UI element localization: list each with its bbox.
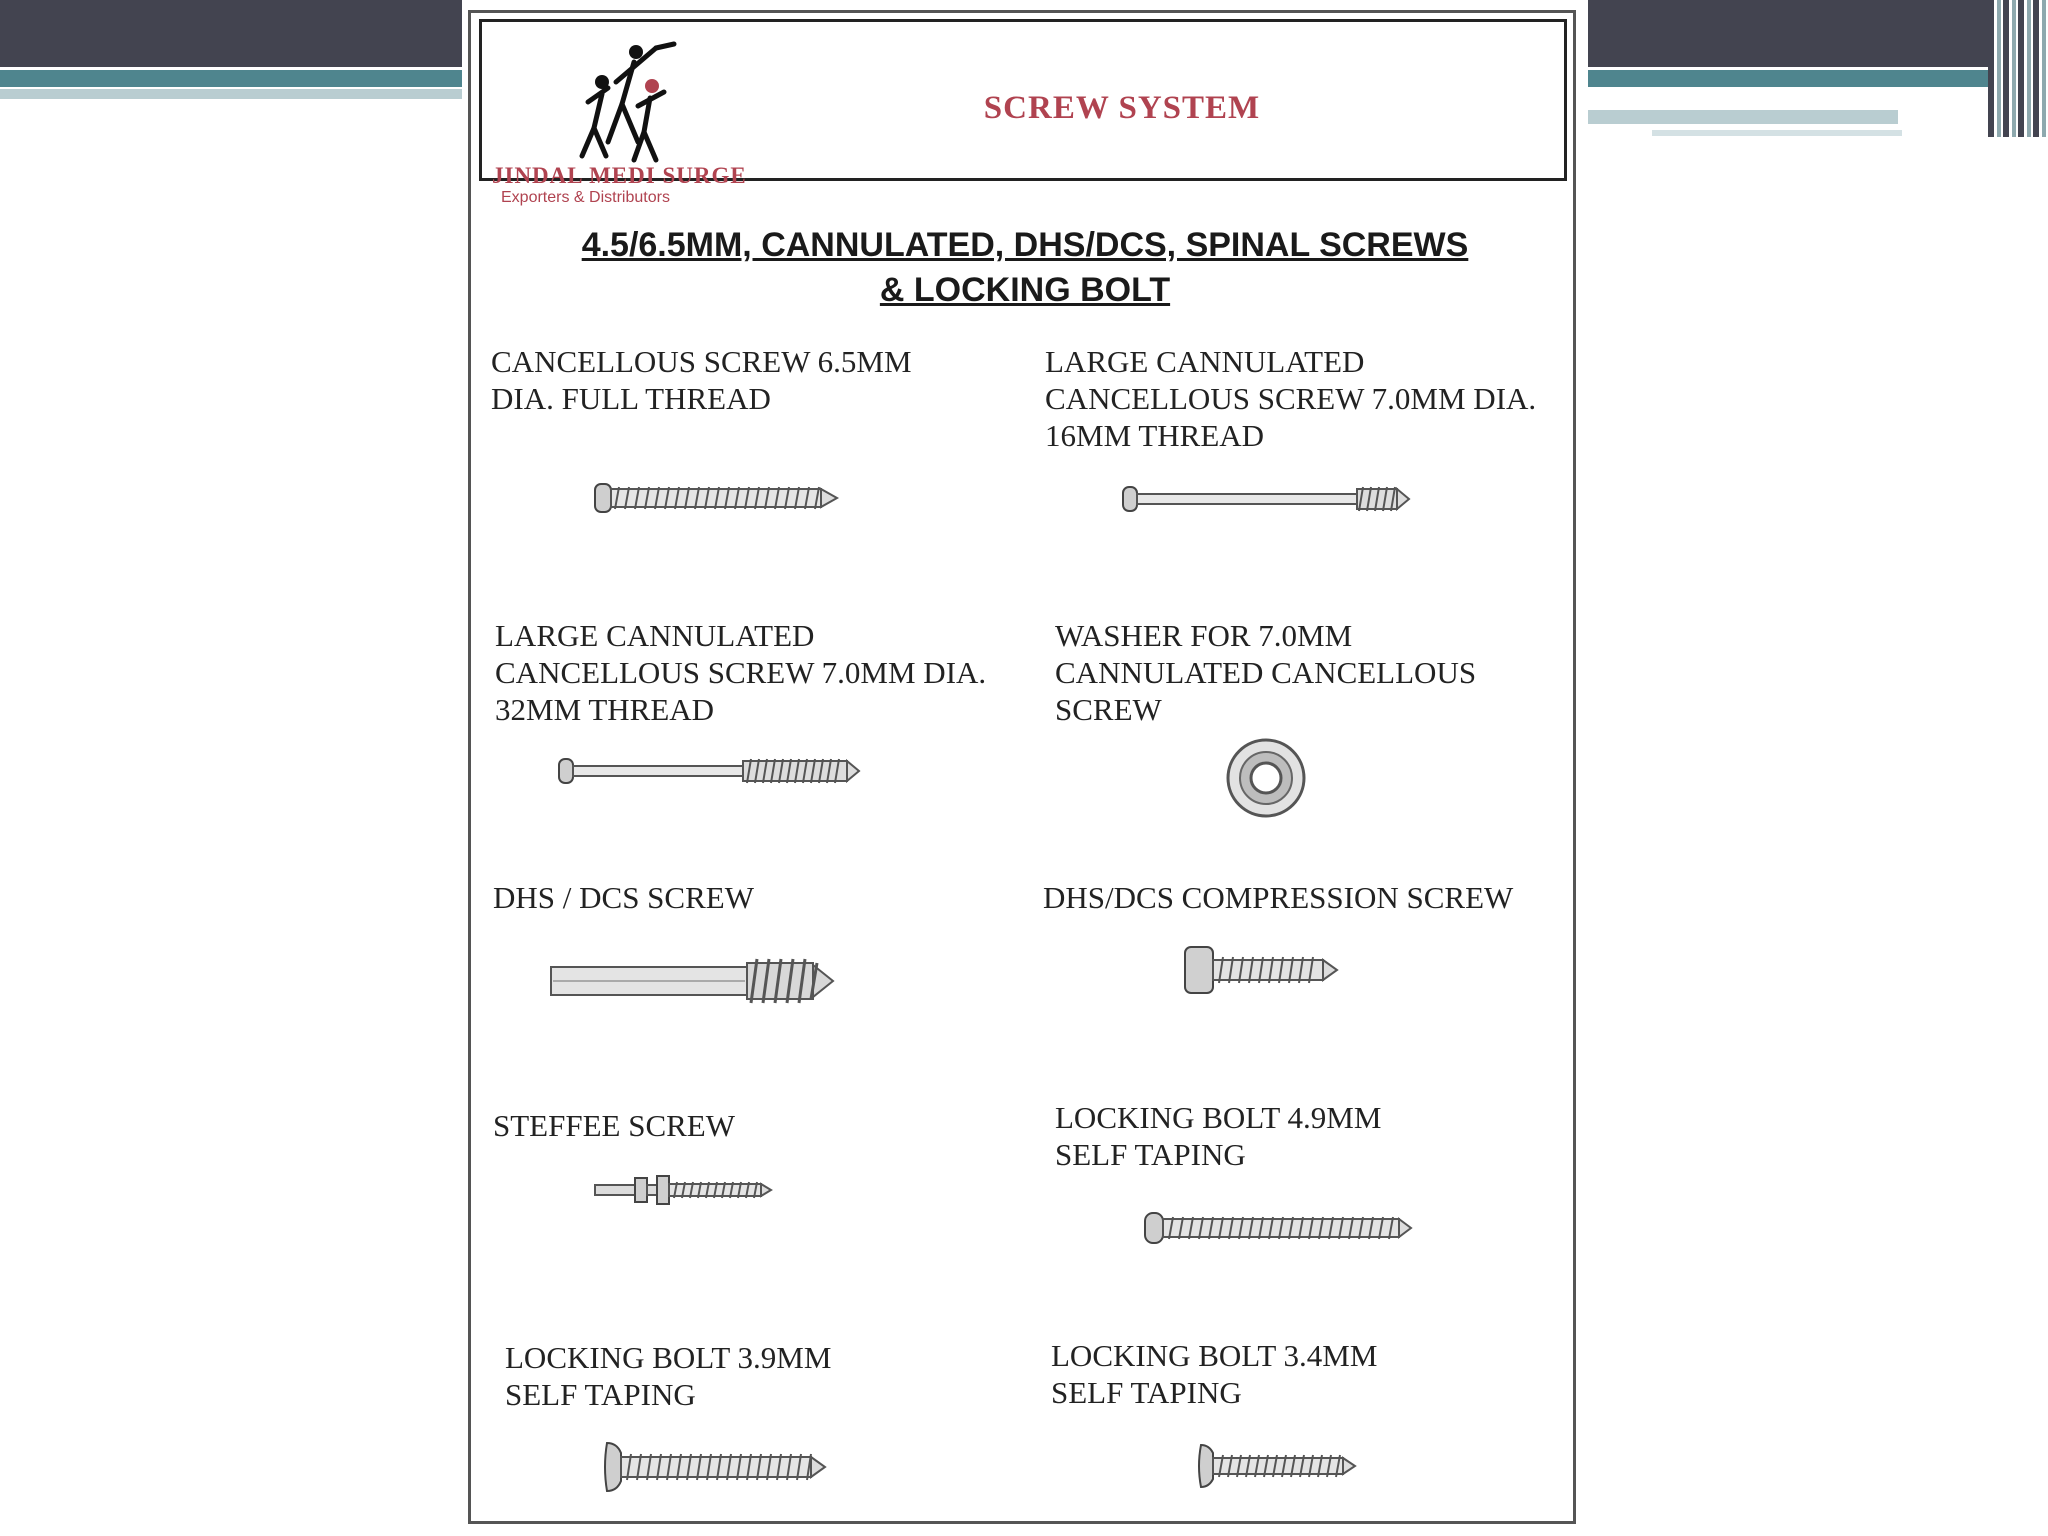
- item-cannulated-16mm: [1045, 343, 1536, 454]
- item-label-line: LOCKING BOLT 3.4MM: [1051, 1338, 1378, 1373]
- item-label-line: STEFFEE SCREW: [493, 1108, 736, 1143]
- long-thread-screw-icon: [557, 753, 863, 789]
- item-label-line: 16MM THREAD: [1045, 418, 1265, 453]
- steffee-screw-icon: [593, 1173, 773, 1209]
- item-label-line: SELF TAPING: [1055, 1137, 1246, 1172]
- slide-bar-light-left: [0, 89, 462, 99]
- slide-bar-teal-right: [1588, 70, 1988, 87]
- locking-bolt-icon: [1143, 1207, 1415, 1249]
- company-name: JINDAL MEDI SURGE: [492, 163, 747, 188]
- short-thread-screw-icon: [1121, 481, 1411, 517]
- item-label-line: DHS / DCS SCREW: [493, 880, 754, 915]
- item-dhs-dcs-screw: [493, 879, 754, 916]
- full-thread-screw-icon: [593, 478, 843, 518]
- company-tagline: Exporters & Distributors: [501, 189, 670, 206]
- item-label-line: DIA. FULL THREAD: [491, 381, 771, 416]
- item-label-line: SCREW: [1055, 692, 1162, 727]
- locking-bolt-icon: [1197, 1441, 1363, 1491]
- compression-screw-icon: [1183, 943, 1343, 997]
- company-logo-icon: [572, 32, 692, 172]
- item-label-line: 32MM THREAD: [495, 692, 715, 727]
- catalog-heading: [471, 223, 1579, 313]
- item-label-line: LOCKING BOLT 3.9MM: [505, 1340, 832, 1375]
- item-label-line: SELF TAPING: [505, 1377, 696, 1412]
- locking-bolt-icon: [603, 1439, 831, 1495]
- item-dhs-dcs-compression-screw: [1043, 879, 1513, 916]
- item-locking-bolt-3-4: [1051, 1337, 1377, 1411]
- slide-bar-light-right: [1588, 110, 1898, 124]
- item-label-line: LARGE CANNULATED: [495, 618, 815, 653]
- slide-bar-dark-left: [0, 0, 462, 67]
- item-label-line: CANCELLOUS SCREW 6.5MM: [491, 344, 912, 379]
- catalog-header: [479, 19, 1567, 188]
- system-title: SCREW SYSTEM: [983, 90, 1261, 126]
- item-label-line: DHS/DCS COMPRESSION SCREW: [1043, 880, 1514, 915]
- item-cannulated-32mm: [495, 617, 986, 728]
- item-washer: [1055, 617, 1476, 728]
- item-label-line: WASHER FOR 7.0MM: [1055, 618, 1353, 653]
- item-label-line: LOCKING BOLT 4.9MM: [1055, 1100, 1382, 1135]
- item-locking-bolt-4-9: [1055, 1099, 1381, 1173]
- slide-bar-teal-left: [0, 70, 462, 87]
- slide-bar-dark-right: [1588, 0, 1988, 67]
- item-label-line: CANCELLOUS SCREW 7.0MM DIA.: [1045, 381, 1537, 416]
- catalog-page: [468, 10, 1576, 1524]
- item-locking-bolt-3-9: [505, 1339, 831, 1413]
- item-label-line: LARGE CANNULATED: [1045, 344, 1365, 379]
- slide-bar-light-right-2: [1652, 130, 1902, 136]
- item-cancellous-full-thread: [491, 343, 912, 417]
- washer-icon: [1221, 733, 1311, 823]
- item-label-line: SELF TAPING: [1051, 1375, 1242, 1410]
- catalog-heading-line-2: & LOCKING BOLT: [879, 271, 1171, 309]
- item-label-line: CANCELLOUS SCREW 7.0MM DIA.: [495, 655, 987, 690]
- dhs-screw-icon: [549, 953, 839, 1009]
- slide-stripes: [1988, 0, 2048, 137]
- item-steffee-screw: [493, 1107, 735, 1144]
- item-label-line: CANNULATED CANCELLOUS: [1055, 655, 1477, 690]
- catalog-heading-line-1: 4.5/6.5MM, CANNULATED, DHS/DCS, SPINAL SCREWS: [581, 226, 1469, 264]
